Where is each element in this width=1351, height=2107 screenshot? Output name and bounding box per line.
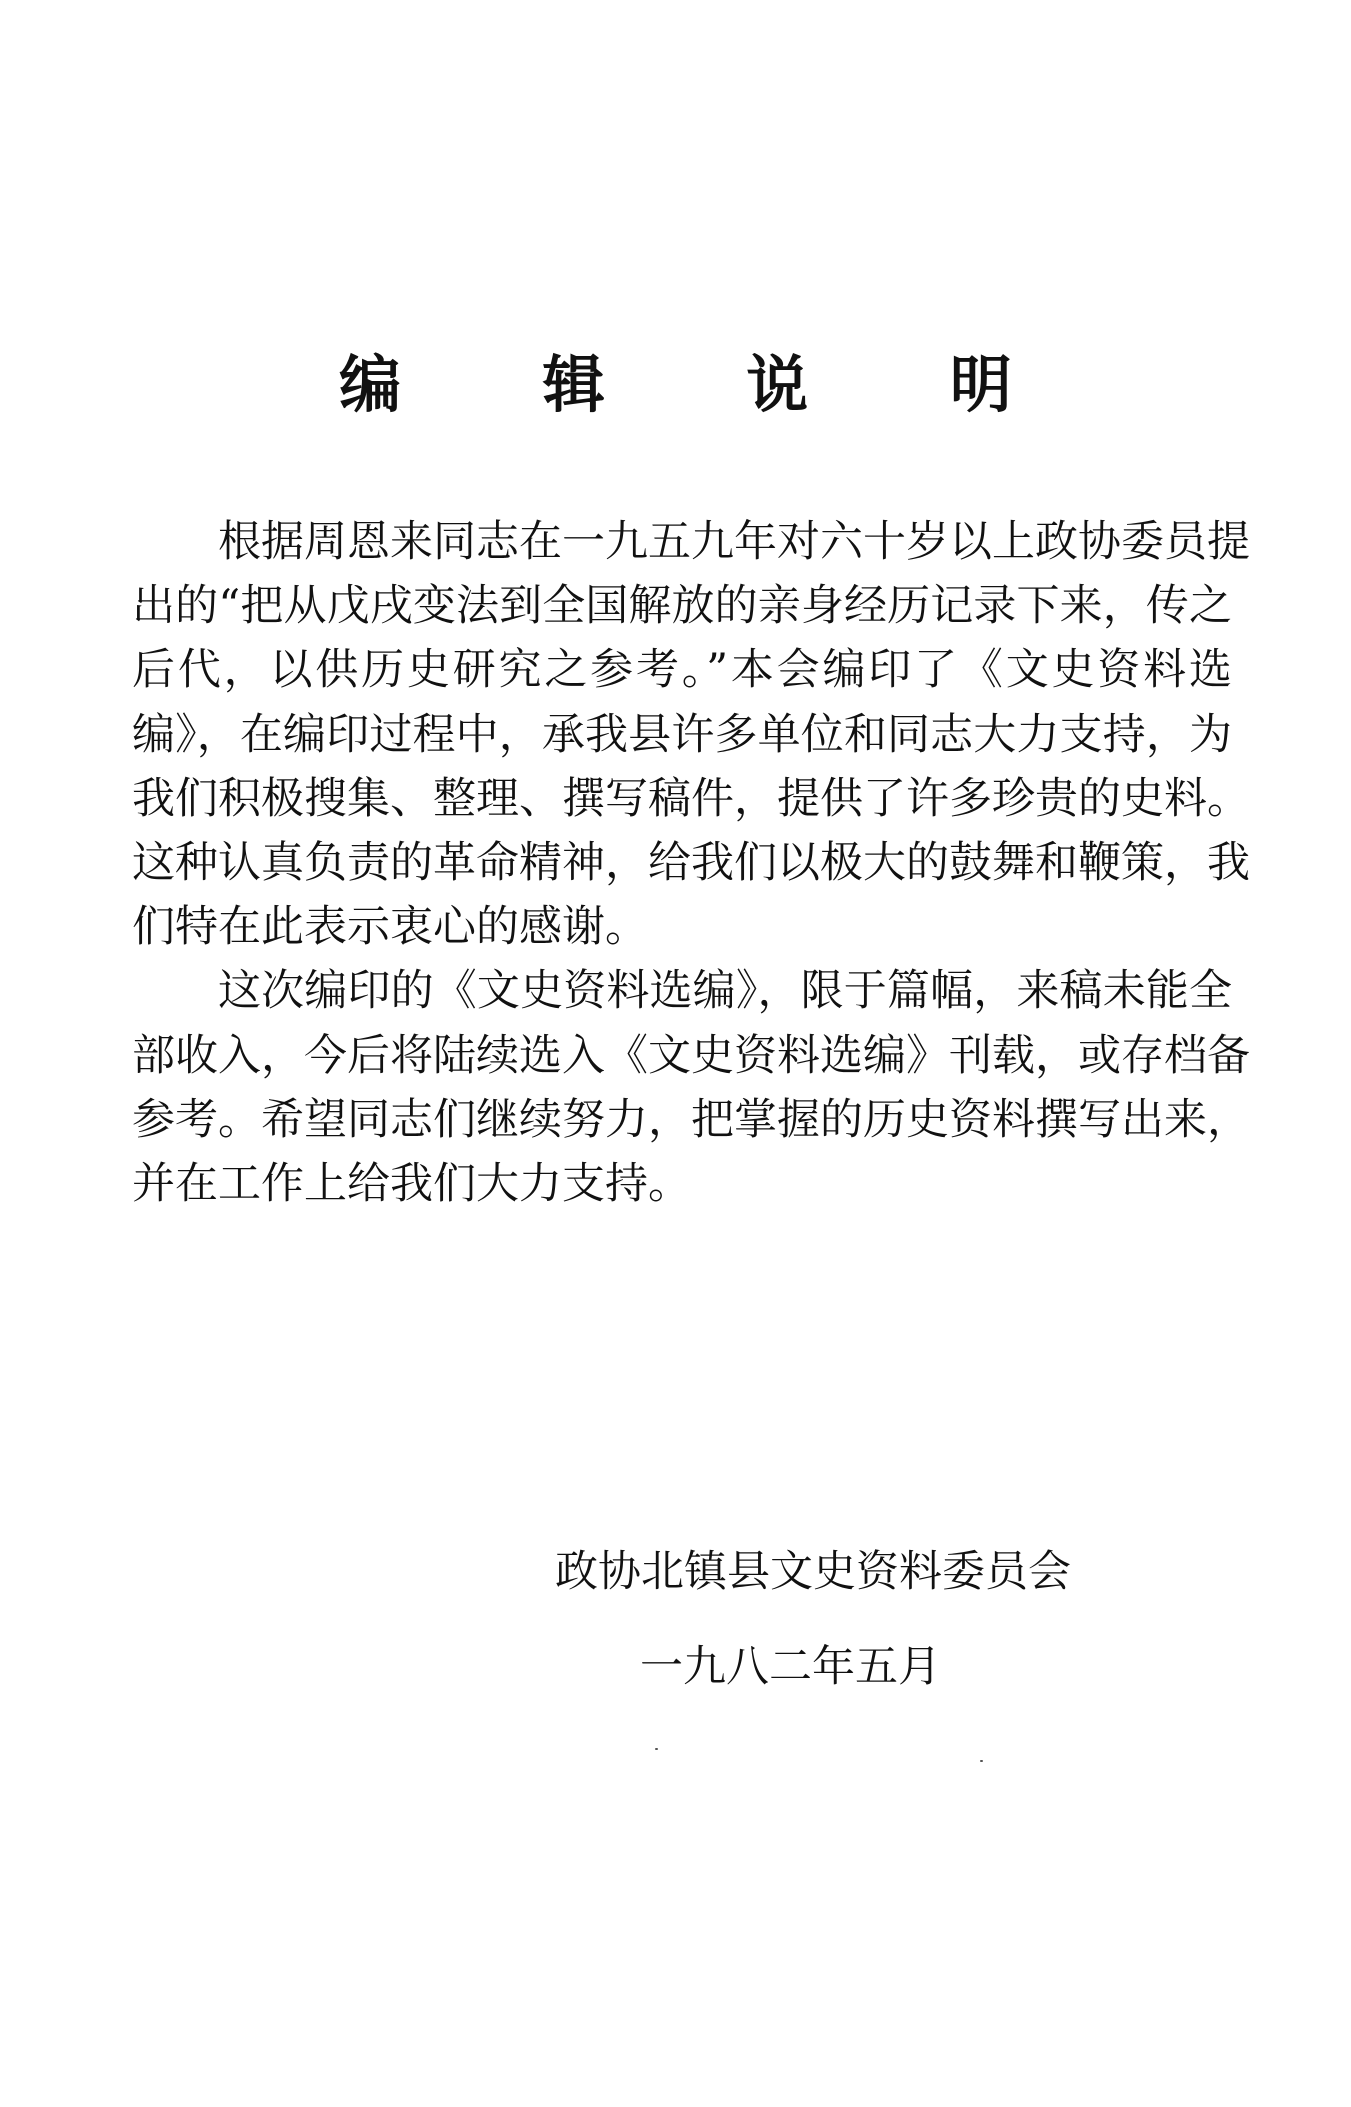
body-text bbox=[132, 510, 1250, 1216]
signature-date: 一九八二年五月 bbox=[640, 1642, 941, 1692]
text-line: 参考。希望同志们继续努力，把掌握的历史资料撰写出来， bbox=[132, 1094, 1250, 1145]
text-line: 出的“把从戊戌变法到全国解放的亲身经历记录下来，传之 bbox=[132, 581, 1232, 632]
text-line: 部收入，今后将陆续选入《文史资料选编》刊载，或存档备 bbox=[132, 1030, 1250, 1081]
scan-speck bbox=[980, 1760, 983, 1762]
paragraph-2 bbox=[132, 959, 1250, 1216]
text-line: 这次编印的《文史资料选编》，限于篇幅，来稿未能全 bbox=[218, 966, 1232, 1017]
text-line: 们特在此表示衷心的感谢。 bbox=[132, 902, 648, 953]
paragraph-1 bbox=[132, 510, 1250, 959]
text-line: 并在工作上给我们大力支持。 bbox=[132, 1159, 691, 1210]
text-line: 这种认真负责的革命精神，给我们以极大的鼓舞和鞭策，我 bbox=[132, 838, 1250, 889]
text-line: 根据周恩来同志在一九五九年对六十岁以上政协委员提 bbox=[218, 517, 1250, 567]
text-line: 后代，以供历史研究之参考。”本会编印了《文史资料选 bbox=[132, 645, 1232, 696]
signature-organization: 政协北镇县文史资料委员会 bbox=[555, 1547, 1071, 1597]
scan-speck bbox=[655, 1748, 658, 1750]
text-line: 编》，在编印过程中，承我县许多单位和同志大力支持，为 bbox=[132, 709, 1232, 760]
page-title: 编 辑 说 明 bbox=[339, 348, 1072, 421]
text-line: 我们积极搜集、整理、撰写稿件，提供了许多珍贵的史料。 bbox=[132, 773, 1250, 824]
